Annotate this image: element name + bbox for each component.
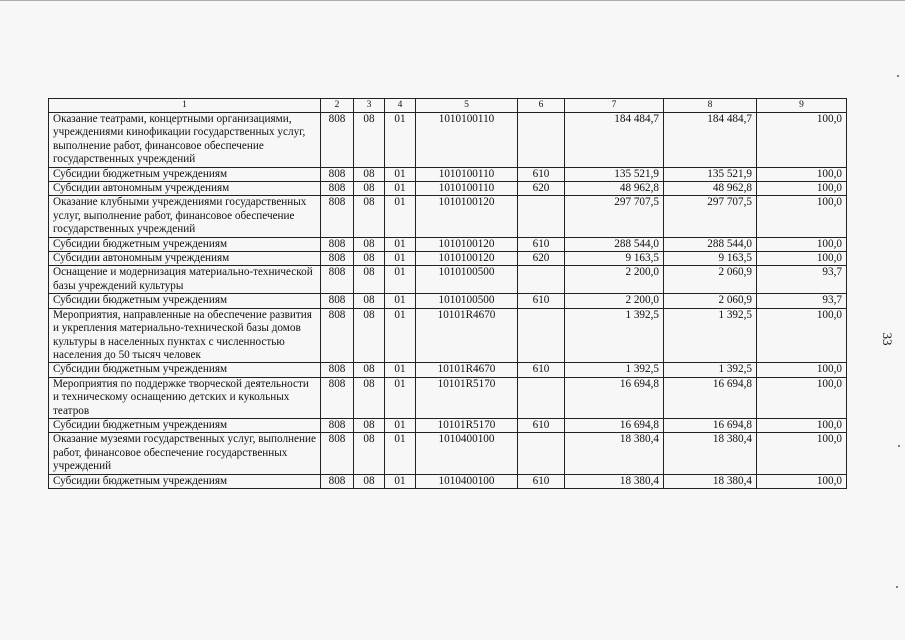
section-code: 08 <box>354 266 385 294</box>
target-article-code: 1010100110 <box>416 182 518 196</box>
subsection-code: 01 <box>385 196 416 237</box>
expense-type-code: 610 <box>518 237 565 251</box>
ministry-code: 808 <box>321 167 354 181</box>
ministry-code: 808 <box>321 474 354 488</box>
row-name: Субсидии бюджетным учреждениям <box>49 418 321 432</box>
target-article-code: 1010100110 <box>416 113 518 168</box>
budget-table <box>48 98 847 489</box>
table-row <box>49 252 847 266</box>
scan-speck <box>898 445 900 447</box>
planned-amount: 48 962,8 <box>565 182 664 196</box>
section-code: 08 <box>354 113 385 168</box>
execution-percent: 100,0 <box>757 237 847 251</box>
scan-speck <box>896 586 898 588</box>
execution-percent: 100,0 <box>757 167 847 181</box>
table-row <box>49 377 847 418</box>
section-code: 08 <box>354 237 385 251</box>
execution-percent: 100,0 <box>757 196 847 237</box>
ministry-code: 808 <box>321 433 354 474</box>
row-name: Субсидии бюджетным учреждениям <box>49 294 321 308</box>
actual-amount: 1 392,5 <box>664 363 757 377</box>
ministry-code: 808 <box>321 252 354 266</box>
section-code: 08 <box>354 474 385 488</box>
actual-amount: 48 962,8 <box>664 182 757 196</box>
row-name: Оснащение и модернизация материально-технической базы учреждений культуры <box>49 266 321 294</box>
planned-amount: 135 521,9 <box>565 167 664 181</box>
expense-type-code: 610 <box>518 167 565 181</box>
planned-amount: 9 163,5 <box>565 252 664 266</box>
target-article-code: 1010100500 <box>416 266 518 294</box>
row-name: Субсидии бюджетным учреждениям <box>49 167 321 181</box>
section-code: 08 <box>354 182 385 196</box>
actual-amount: 9 163,5 <box>664 252 757 266</box>
scan-speck <box>897 75 899 77</box>
page-number: 33 <box>880 332 895 346</box>
target-article-code: 10101R5170 <box>416 377 518 418</box>
expense-type-code <box>518 196 565 237</box>
column-header-5: 5 <box>416 99 518 113</box>
execution-percent: 100,0 <box>757 308 847 363</box>
row-name: Оказание клубными учреждениями государственных услуг, выполнение работ, финансовое обеспечение государственных учреждений <box>49 196 321 237</box>
column-header-1: 1 <box>49 99 321 113</box>
row-name: Субсидии бюджетным учреждениям <box>49 363 321 377</box>
actual-amount: 2 060,9 <box>664 266 757 294</box>
expense-type-code <box>518 433 565 474</box>
ministry-code: 808 <box>321 237 354 251</box>
subsection-code: 01 <box>385 294 416 308</box>
row-name: Мероприятия по поддержке творческой деятельности и техническому оснащению детских и кукольных театров <box>49 377 321 418</box>
ministry-code: 808 <box>321 196 354 237</box>
execution-percent: 100,0 <box>757 363 847 377</box>
subsection-code: 01 <box>385 418 416 432</box>
table-row <box>49 363 847 377</box>
actual-amount: 297 707,5 <box>664 196 757 237</box>
expense-type-code <box>518 377 565 418</box>
planned-amount: 1 392,5 <box>565 308 664 363</box>
column-header-7: 7 <box>565 99 664 113</box>
execution-percent: 100,0 <box>757 113 847 168</box>
target-article-code: 1010100500 <box>416 294 518 308</box>
subsection-code: 01 <box>385 252 416 266</box>
subsection-code: 01 <box>385 363 416 377</box>
subsection-code: 01 <box>385 377 416 418</box>
ministry-code: 808 <box>321 418 354 432</box>
actual-amount: 16 694,8 <box>664 377 757 418</box>
actual-amount: 2 060,9 <box>664 294 757 308</box>
target-article-code: 1010100120 <box>416 252 518 266</box>
target-article-code: 1010400100 <box>416 474 518 488</box>
target-article-code: 10101R4670 <box>416 308 518 363</box>
execution-percent: 93,7 <box>757 266 847 294</box>
table-row <box>49 308 847 363</box>
section-code: 08 <box>354 418 385 432</box>
table-row <box>49 196 847 237</box>
target-article-code: 10101R5170 <box>416 418 518 432</box>
actual-amount: 18 380,4 <box>664 433 757 474</box>
planned-amount: 16 694,8 <box>565 418 664 432</box>
target-article-code: 1010400100 <box>416 433 518 474</box>
table-row <box>49 418 847 432</box>
section-code: 08 <box>354 363 385 377</box>
expense-type-code <box>518 266 565 294</box>
target-article-code: 10101R4670 <box>416 363 518 377</box>
subsection-code: 01 <box>385 308 416 363</box>
execution-percent: 100,0 <box>757 377 847 418</box>
planned-amount: 18 380,4 <box>565 433 664 474</box>
execution-percent: 93,7 <box>757 294 847 308</box>
expense-type-code: 620 <box>518 252 565 266</box>
row-name: Оказание музеями государственных услуг, выполнение работ, финансовое обеспечение государственных учреждений <box>49 433 321 474</box>
row-name: Субсидии бюджетным учреждениям <box>49 237 321 251</box>
execution-percent: 100,0 <box>757 252 847 266</box>
ministry-code: 808 <box>321 294 354 308</box>
subsection-code: 01 <box>385 237 416 251</box>
execution-percent: 100,0 <box>757 433 847 474</box>
planned-amount: 16 694,8 <box>565 377 664 418</box>
execution-percent: 100,0 <box>757 418 847 432</box>
expense-type-code: 610 <box>518 418 565 432</box>
section-code: 08 <box>354 308 385 363</box>
column-header-4: 4 <box>385 99 416 113</box>
subsection-code: 01 <box>385 182 416 196</box>
row-name: Субсидии бюджетным учреждениям <box>49 474 321 488</box>
subsection-code: 01 <box>385 474 416 488</box>
actual-amount: 1 392,5 <box>664 308 757 363</box>
row-name: Субсидии автономным учреждениям <box>49 252 321 266</box>
planned-amount: 2 200,0 <box>565 266 664 294</box>
table-row <box>49 113 847 168</box>
table-body <box>49 113 847 489</box>
target-article-code: 1010100120 <box>416 196 518 237</box>
column-header-8: 8 <box>664 99 757 113</box>
column-header-2: 2 <box>321 99 354 113</box>
table-header-row <box>49 99 847 113</box>
planned-amount: 297 707,5 <box>565 196 664 237</box>
row-name: Оказание театрами, концертными организациями, учреждениями кинофикации государственных услуг, выполнение работ, финансовое обеспечение государственных учреждений <box>49 113 321 168</box>
row-name: Субсидии автономным учреждениям <box>49 182 321 196</box>
ministry-code: 808 <box>321 363 354 377</box>
expense-type-code <box>518 308 565 363</box>
table-row <box>49 237 847 251</box>
column-header-9: 9 <box>757 99 847 113</box>
planned-amount: 1 392,5 <box>565 363 664 377</box>
planned-amount: 18 380,4 <box>565 474 664 488</box>
table-row <box>49 474 847 488</box>
row-name: Мероприятия, направленные на обеспечение развития и укрепления материально-технической базы домов культуры в населенных пунктах с численностью населения до 50 тысяч человек <box>49 308 321 363</box>
execution-percent: 100,0 <box>757 182 847 196</box>
subsection-code: 01 <box>385 113 416 168</box>
column-header-3: 3 <box>354 99 385 113</box>
execution-percent: 100,0 <box>757 474 847 488</box>
target-article-code: 1010100120 <box>416 237 518 251</box>
ministry-code: 808 <box>321 308 354 363</box>
ministry-code: 808 <box>321 113 354 168</box>
expense-type-code: 610 <box>518 474 565 488</box>
actual-amount: 18 380,4 <box>664 474 757 488</box>
planned-amount: 184 484,7 <box>565 113 664 168</box>
table-row <box>49 167 847 181</box>
column-header-6: 6 <box>518 99 565 113</box>
ministry-code: 808 <box>321 377 354 418</box>
planned-amount: 288 544,0 <box>565 237 664 251</box>
table-row <box>49 182 847 196</box>
section-code: 08 <box>354 433 385 474</box>
subsection-code: 01 <box>385 266 416 294</box>
actual-amount: 288 544,0 <box>664 237 757 251</box>
expense-type-code: 610 <box>518 363 565 377</box>
actual-amount: 184 484,7 <box>664 113 757 168</box>
table-row <box>49 294 847 308</box>
table-row <box>49 266 847 294</box>
ministry-code: 808 <box>321 182 354 196</box>
ministry-code: 808 <box>321 266 354 294</box>
expense-type-code <box>518 113 565 168</box>
section-code: 08 <box>354 294 385 308</box>
section-code: 08 <box>354 167 385 181</box>
section-code: 08 <box>354 377 385 418</box>
section-code: 08 <box>354 252 385 266</box>
section-code: 08 <box>354 196 385 237</box>
table-row <box>49 433 847 474</box>
target-article-code: 1010100110 <box>416 167 518 181</box>
planned-amount: 2 200,0 <box>565 294 664 308</box>
expense-type-code: 620 <box>518 182 565 196</box>
subsection-code: 01 <box>385 433 416 474</box>
actual-amount: 135 521,9 <box>664 167 757 181</box>
actual-amount: 16 694,8 <box>664 418 757 432</box>
subsection-code: 01 <box>385 167 416 181</box>
expense-type-code: 610 <box>518 294 565 308</box>
